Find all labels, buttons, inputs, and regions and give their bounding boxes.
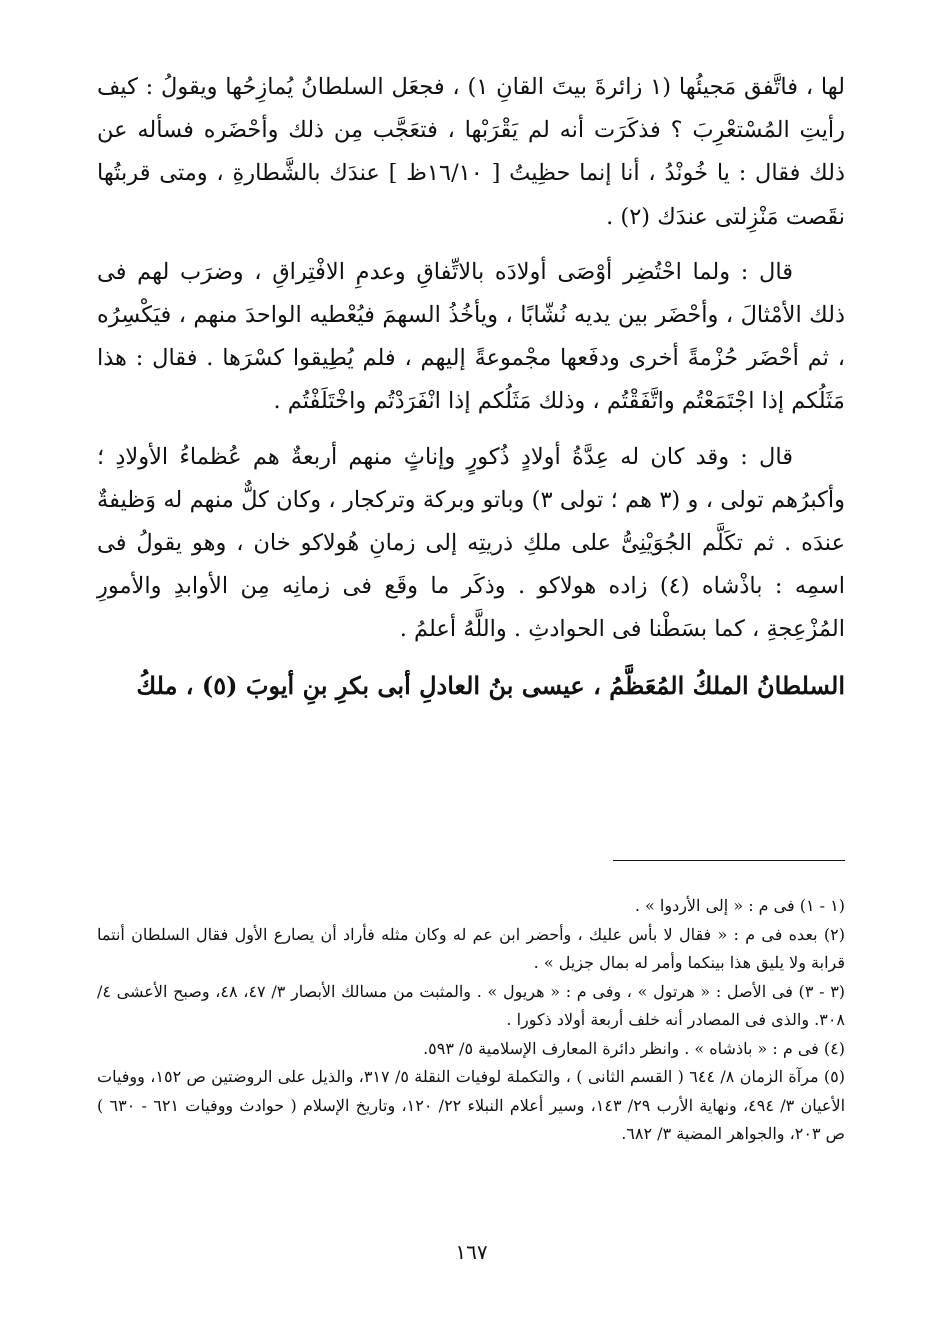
footnote-2: (٢) بعده فى م : « فقال لا بأس عليك ، وأحضر ابن عم له وكان مثله فأراد أن يصارع الأول فقال السلطان أنتما قرابة ولا يليق هذا بينكما وأمر له بمال جزيل » .: [97, 924, 845, 972]
footnote-3: (٣ - ٣) فى الأصل : « هرتول » ، وفى م : « هريول » . والمثبت من مسالك الأبصار ٣/ ٤٧، ٤٨، وصبح الأعشى ٤/ ٣٠٨. والذى فى المصادر أنه خلف أربعة أولاد ذكورا .: [97, 981, 846, 1029]
paragraph-2: قال : ولما احْتُضِر أوْصَى أولادَه بالاتِّفاقِ وعدمِ الافْتِراقِ ، وضرَب لهم فى ذلك الأمْثالَ ، وأحْضَر بين يديه نُشّابًا ، ويأخُذُ السهمَ فيُعْطيه الواحدَ منهم ، فيَكْسِرُه ، ثم أحْضَر حُزْمةً أخرى ودفَعها مجْموعةً إليهم ، فلم يُطِيقوا كسْرَها . فقال : هذا مَثَلُكم إذا اجْتَمَعْتُم واتَّفَقْتُم ، وذلك مَثَلُكم إذا انْفَرَدْتُم واخْتَلَفْتُم .: [97, 258, 845, 415]
footnote-4: (٤) فى م : « باذشاه » . وانظر دائرة المعارف الإسلامية ٥/ ٥٩٣.: [423, 1038, 845, 1058]
biography-heading: السلطانُ الملكُ المُعَظَّمُ ، عيسى بنُ العادلِ أبى بكرِ بنِ أيوبَ (٥) ، ملكُ: [136, 670, 845, 700]
page-number: ١٦٧: [455, 1240, 488, 1264]
footnotes: [97, 892, 845, 1149]
paragraph-3: قال : وقد كان له عِدَّةُ أولادٍ ذُكورٍ وإناثٍ منهم أربعةٌ هم عُظماءُ الأولادِ ؛ وأكبرُهم تولى ، و (٣ هم ؛ تولى ٣) وباتو وبركة وتركجار ، وكان كلٌّ منهم له وَظيفةٌ عندَه . ثم تكَلَّم الجُوَيْنِىُّ على ملكِ ذريتِه إلى زمانِ هُولاكو خان ، وهو يقولُ فى اسمِه : باذْشاه (٤) زاده هولاكو . وذكَر ما وقَع فى زمانِه مِن الأوابدِ والأمورِ المُزْعِجةِ ، كما بسَطْنا فى الحوادثِ . واللَّهُ أعلمُ .: [97, 443, 846, 643]
footnote-separator: [613, 860, 845, 861]
footnote-5: (٥) مرآة الزمان ٨/ ٦٤٤ ( القسم الثانى ) ، والتكملة لوفيات النقلة ٥/ ٣١٧، والذيل على الروضتين ص ١٥٢، ووفيات الأعيان ٣/ ٤٩٤، ونهاية الأرب ٢٩/ ١٤٣، وسير أعلام النبلاء ٢٢/ ١٢٠، وتاريخ الإسلام ( حوادث ووفيات ٦٢١ - ٦٣٠ ) ص ٢٠٣، والجواهر المضية ٣/ ٦٨٢.: [97, 1067, 846, 1143]
footnote-1: (١ - ١) فى م : « إلى الأردوا » .: [634, 896, 845, 915]
main-text: [97, 66, 845, 707]
paragraph-1: لها ، فاتَّفق مَجيئُها (١ زائرةَ بيتَ القانِ ١) ، فجعَل السلطانُ يُمازِحُها ويقولُ : كيف رأيتِ المُسْتعْرِبَ ؟ فذكَرَت أنه لم يَقْرَبْها ، فتعَجَّب مِن ذلك وأحْضَره فسأله عن ذلك فقال : يا خُونْدُ ، أنا إنما حظِيتُ [ ١٦/١٠ظ ] عندَك بالشَّطارةِ ، ومتى قربتُها نقَصت مَنْزِلتى عندَك (٢) .: [97, 74, 845, 230]
